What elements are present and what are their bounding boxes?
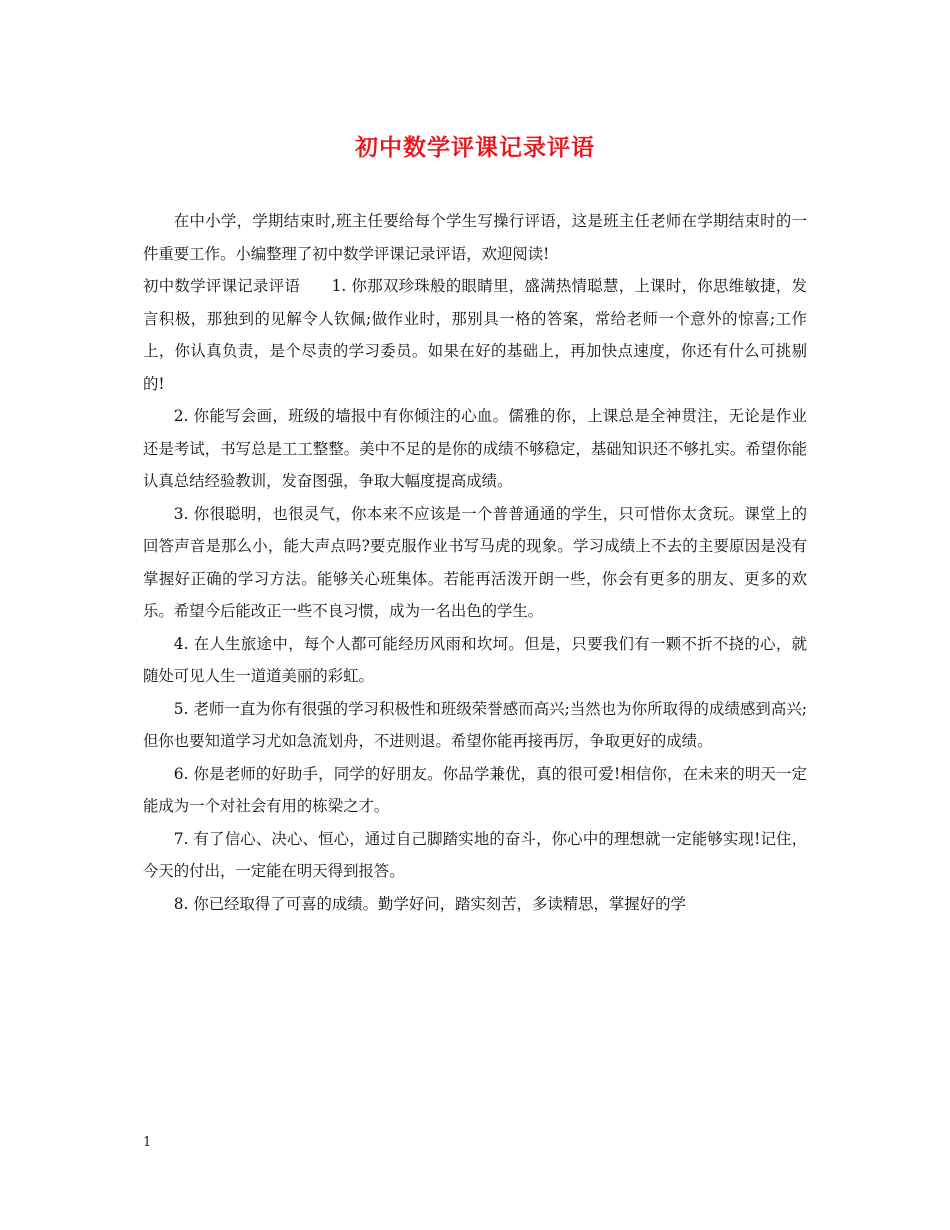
paragraph-item-2: 2. 你能写会画，班级的墙报中有你倾注的心血。儒雅的你，上课总是全神贯注，无论是作业还是考试，书写总是工工整整。美中不足的是你的成绩不够稳定，基础知识还不够扎实。希望你能认真总结经验教训，发奋图强，争取大幅度提高成绩。 [143, 407, 807, 490]
paragraph-item-5: 5. 老师一直为你有很强的学习积极性和班级荣誉感而高兴;当然也为你所取得的成绩感到高兴;但你也要知道学习尤如急流划舟，不进则退。希望你能再接再厉，争取更好的成绩。 [143, 699, 807, 750]
paragraph-intro: 在中小学，学期结束时,班主任要给每个学生写操行评语，这是班主任老师在学期结束时的一件重要工作。小编整理了初中数学评课记录评语，欢迎阅读! [143, 212, 807, 263]
paragraph-item-8: 8. 你已经取得了可喜的成绩。勤学好问，踏实刻苦，多读精思，掌握好的学 [173, 894, 686, 913]
page-number: 1 [143, 1135, 152, 1150]
paragraph-item-7: 7. 有了信心、决心、恒心，通过自己脚踏实地的奋斗，你心中的理想就一定能够实现!记住，今天的付出，一定能在明天得到报答。 [143, 829, 807, 880]
paragraph-item-4: 4. 在人生旅途中，每个人都可能经历风雨和坎坷。但是，只要我们有一颗不折不挠的心，就随处可见人生一道道美丽的彩虹。 [143, 634, 807, 685]
page-title: 初中数学评课记录评语 [355, 134, 595, 161]
paragraph-item-1: 初中数学评课记录评语 1. 你那双珍珠般的眼睛里，盛满热情聪慧，上课时，你思维敏捷，发言积极，那独到的见解令人钦佩;做作业时，那别具一格的答案，常给老师一个意外的惊喜;工作上，你认真负责，是个尽责的学习委员。如果在好的基础上，再加快点速度，你还有什么可挑剔的! [143, 277, 807, 393]
paragraph-item-3: 3. 你很聪明，也很灵气，你本来不应该是一个普普通通的学生，只可惜你太贪玩。课堂上的回答声音是那么小，能大声点吗?要克服作业书写马虎的现象。学习成绩上不去的主要原因是没有掌握好正确的学习方法。能够关心班集体。若能再活泼开朗一些，你会有更多的朋友、更多的欢乐。希望今后能改正一些不良习惯，成为一名出色的学生。 [143, 504, 807, 620]
document-body [143, 205, 807, 920]
paragraph-item-6: 6. 你是老师的好助手，同学的好朋友。你品学兼优，真的很可爱!相信你，在未来的明天一定能成为一个对社会有用的栋梁之才。 [143, 764, 807, 815]
